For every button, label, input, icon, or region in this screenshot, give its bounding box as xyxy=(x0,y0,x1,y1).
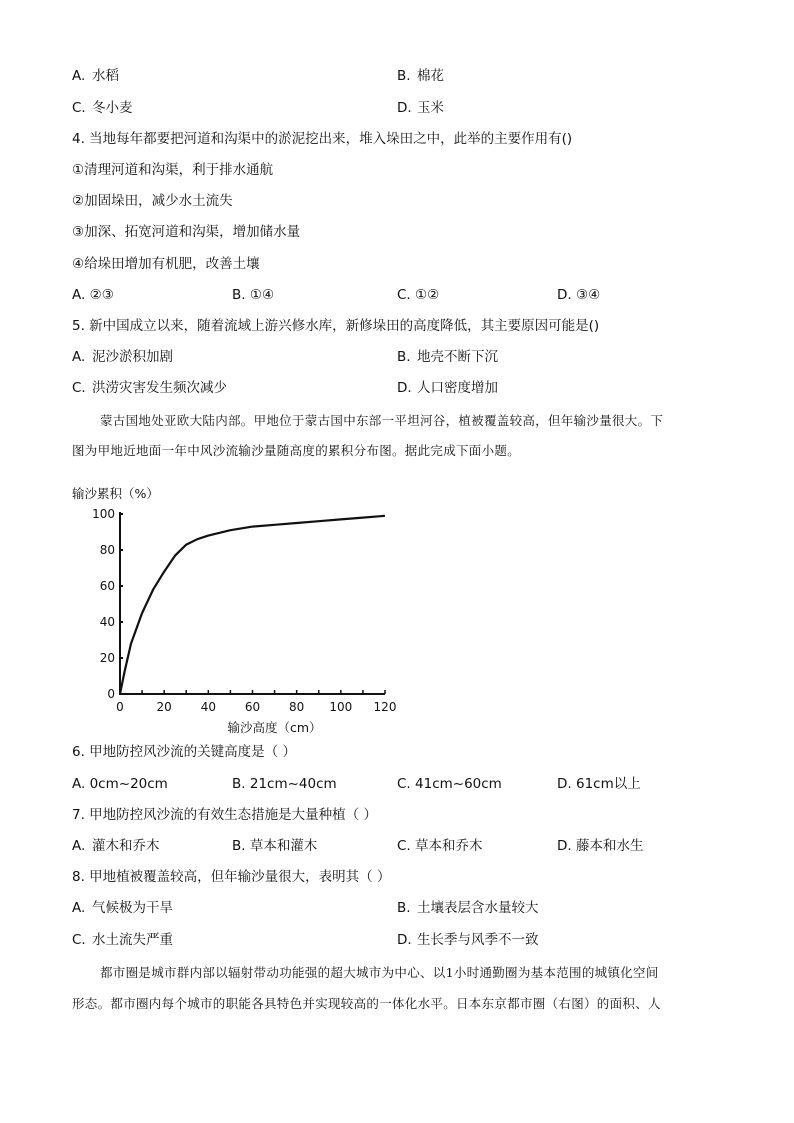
option-label: B. xyxy=(232,838,246,854)
option-label: B. xyxy=(397,900,411,916)
option-text: ③④ xyxy=(575,287,601,303)
x-tick-label: 40 xyxy=(200,700,216,714)
q8-option-c xyxy=(72,931,173,949)
q6-option-d xyxy=(557,775,641,793)
option-text: 61cm以上 xyxy=(575,776,641,792)
option-label: D. xyxy=(557,287,572,303)
option-text: 玉米 xyxy=(417,100,444,116)
option-text: 21cm~40cm xyxy=(249,776,337,792)
q5-stem: 5. 新中国成立以来，随着流域上游兴修水库，新修垛田的高度降低，其主要原因可能是() xyxy=(72,318,600,334)
option-text: 水稻 xyxy=(92,68,119,84)
x-tick-label: 100 xyxy=(329,700,353,714)
option-label: A. xyxy=(72,349,86,365)
q7-option-b xyxy=(232,837,317,855)
q3-option-a xyxy=(72,67,119,85)
option-label: D. xyxy=(397,380,412,396)
option-text: 土壤表层含水量较大 xyxy=(417,900,539,916)
q4-option-a xyxy=(72,286,114,304)
option-label: B. xyxy=(397,68,411,84)
q8-stem: 8. 甲地植被覆盖较高，但年输沙量很大，表明其（ ） xyxy=(72,869,391,885)
option-label: A. xyxy=(72,287,86,303)
option-text: 人口密度增加 xyxy=(417,380,498,396)
y-axis-label: 输沙累积（%） xyxy=(72,486,159,501)
q4-item-3: ③加深、拓宽河道和沟渠，增加储水量 xyxy=(72,224,301,240)
option-text: 灌木和乔木 xyxy=(92,838,160,854)
option-label: C. xyxy=(72,932,86,948)
q3-option-d xyxy=(397,99,444,117)
y-tick-label: 100 xyxy=(92,507,115,521)
option-label: C. xyxy=(72,100,86,116)
option-text: 草本和灌木 xyxy=(249,838,318,854)
option-label: A. xyxy=(72,900,86,916)
option-text: 冬小麦 xyxy=(92,100,133,116)
passage2-line2: 形态。都市圈内每个城市的职能各具特色并实现较高的一体化水平。日本东京都市圈（右图）的面积、人 xyxy=(72,996,661,1011)
y-tick-label: 80 xyxy=(99,543,115,557)
option-label: B. xyxy=(397,349,411,365)
q4-item-1: ①清理河道和沟渠，利于排水通航 xyxy=(72,162,274,178)
option-label: C. xyxy=(397,776,411,792)
cumulative-sand-chart xyxy=(60,478,400,740)
option-text: ①② xyxy=(415,287,440,303)
q4-item-4: ④给垛田增加有机肥，改善土壤 xyxy=(72,256,260,272)
option-text: 地壳不断下沉 xyxy=(417,349,498,365)
option-label: C. xyxy=(72,380,86,396)
q5-option-b xyxy=(397,348,498,366)
q3-option-b xyxy=(397,67,444,85)
y-tick-label: 20 xyxy=(99,651,115,665)
option-label: D. xyxy=(557,838,572,854)
option-label: A. xyxy=(72,838,86,854)
option-text: 泥沙淤积加剧 xyxy=(92,349,173,365)
q8-option-d xyxy=(397,931,539,949)
q4-item-2: ②加固垛田，减少水土流失 xyxy=(72,193,233,209)
q3-option-c xyxy=(72,99,133,117)
option-label: C. xyxy=(397,838,411,854)
y-tick-label: 40 xyxy=(99,615,115,629)
q4-stem: 4. 当地每年都要把河道和沟渠中的淤泥挖出来，堆入垛田之中，此举的主要作用有() xyxy=(72,131,573,147)
option-label: D. xyxy=(557,776,572,792)
option-text: 生长季与风季不一致 xyxy=(417,932,539,948)
option-label: C. xyxy=(397,287,411,303)
x-tick-label: 0 xyxy=(116,700,124,714)
option-text: 气候极为干旱 xyxy=(92,900,173,916)
option-text: 41cm~60cm xyxy=(415,776,502,792)
option-label: D. xyxy=(397,932,412,948)
option-text: ②③ xyxy=(89,287,114,303)
option-label: A. xyxy=(72,68,86,84)
option-text: 草本和乔木 xyxy=(415,838,483,854)
y-tick-label: 0 xyxy=(107,687,115,701)
q4-option-b xyxy=(232,286,274,304)
q6-stem: 6. 甲地防控风沙流的关键高度是（ ） xyxy=(72,744,296,760)
q4-option-c xyxy=(397,286,439,304)
option-label: B. xyxy=(232,776,246,792)
option-text: 0cm~20cm xyxy=(89,776,168,792)
cumulative-curve xyxy=(120,516,385,694)
x-tick-label: 60 xyxy=(244,700,261,714)
option-text: 水土流失严重 xyxy=(92,932,173,948)
q7-option-d xyxy=(557,837,643,855)
y-tick-label: 60 xyxy=(99,579,115,593)
q6-option-b xyxy=(232,775,337,793)
option-label: A. xyxy=(72,776,86,792)
x-tick-label: 80 xyxy=(289,700,305,714)
q5-option-c xyxy=(72,379,227,397)
option-label: B. xyxy=(232,287,246,303)
x-axis-label: 输沙高度（cm） xyxy=(227,720,322,735)
q7-option-a xyxy=(72,837,160,855)
x-tick-label: 20 xyxy=(156,700,172,714)
q4-option-d xyxy=(557,286,600,304)
option-text: 洪涝灾害发生频次减少 xyxy=(92,380,227,396)
option-text: ①④ xyxy=(249,287,275,303)
q5-option-a xyxy=(72,348,173,366)
q7-option-c xyxy=(397,837,483,855)
q8-option-b xyxy=(397,899,539,917)
x-tick-label: 120 xyxy=(373,700,397,714)
q8-option-a xyxy=(72,899,173,917)
passage1-line1: 蒙古国地处亚欧大陆内部。甲地位于蒙古国中东部一平坦河谷，植被覆盖较高，但年输沙量很大。下 xyxy=(100,413,664,428)
q6-option-a xyxy=(72,775,168,793)
q5-option-d xyxy=(397,379,498,397)
passage2-line1: 都市圈是城市群内部以辐射带动功能强的超大城市为中心、以1小时通勤圈为基本范围的城镇化空间 xyxy=(100,965,659,980)
q7-stem: 7. 甲地防控风沙流的有效生态措施是大量种植（ ） xyxy=(72,807,377,823)
option-label: D. xyxy=(397,100,412,116)
option-text: 藤本和水生 xyxy=(575,838,644,854)
option-text: 棉花 xyxy=(417,68,444,84)
q6-option-c xyxy=(397,775,502,793)
passage1-line2: 图为甲地近地面一年中风沙流输沙量随高度的累积分布图。据此完成下面小题。 xyxy=(72,443,521,458)
